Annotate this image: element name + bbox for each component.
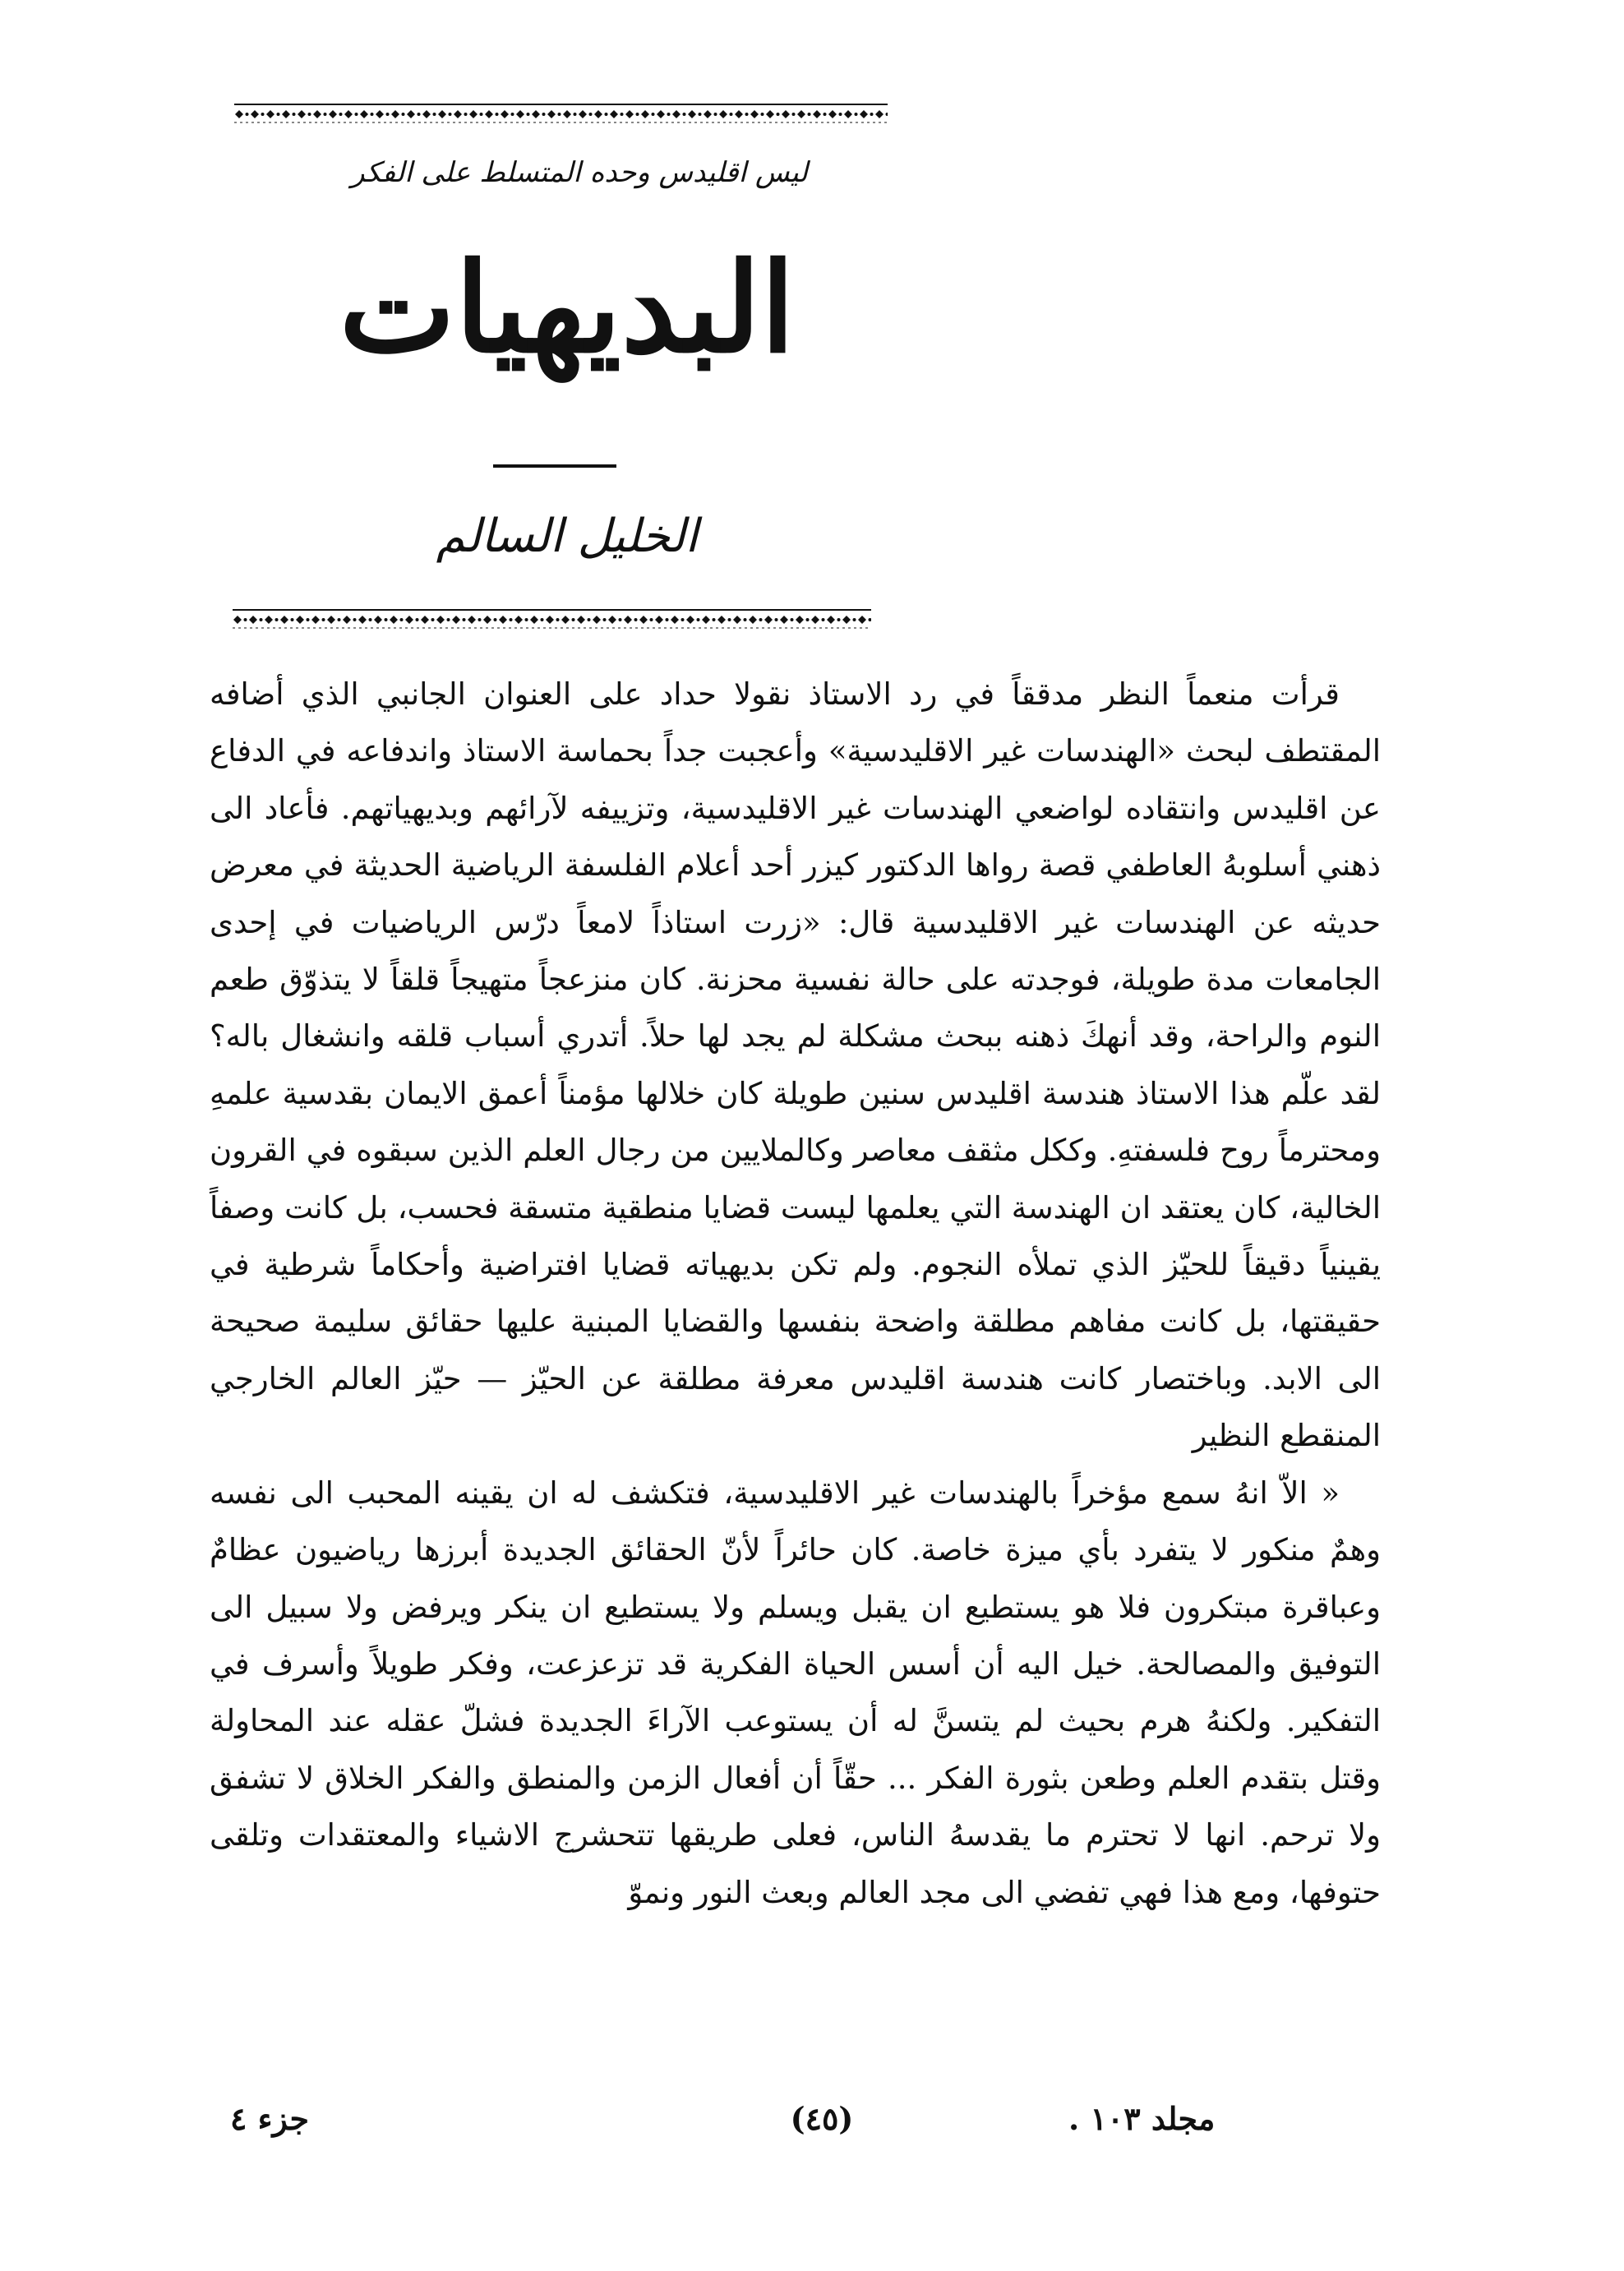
ornament-diamond bbox=[593, 616, 601, 624]
ornament-diamond bbox=[360, 110, 368, 118]
ornament-diamond bbox=[796, 616, 804, 624]
ornament-dot bbox=[681, 618, 685, 621]
ornament-diamond bbox=[468, 616, 476, 624]
ornament-diamond bbox=[438, 110, 446, 118]
top-ornament-border bbox=[234, 97, 888, 125]
ornament-diamond bbox=[265, 616, 273, 624]
ornament-dot bbox=[728, 618, 731, 621]
title-divider bbox=[493, 464, 616, 468]
ornament-dot bbox=[745, 113, 749, 116]
ornament-diamond bbox=[516, 110, 524, 118]
ornament-diamond bbox=[827, 616, 835, 624]
ornament-dot bbox=[619, 618, 622, 621]
ornament-dot bbox=[277, 113, 280, 116]
ornament-dot bbox=[371, 113, 374, 116]
ornament-diamond bbox=[311, 616, 320, 624]
ornament-dot bbox=[260, 618, 263, 621]
ornament-diamond bbox=[313, 110, 321, 118]
ornament-diamond bbox=[717, 616, 726, 624]
ornament-diamond bbox=[764, 616, 773, 624]
ornament-dot bbox=[556, 618, 560, 621]
ornament-diamond bbox=[766, 110, 774, 118]
bottom-ornament-border bbox=[233, 602, 871, 630]
ornament-dot bbox=[293, 113, 296, 116]
ornament-dot bbox=[449, 113, 452, 116]
ornament-dot bbox=[527, 113, 530, 116]
ornament-dot bbox=[275, 618, 279, 621]
ornament-diamond bbox=[749, 616, 757, 624]
ornament-diamond bbox=[844, 110, 852, 118]
ornament-dot bbox=[761, 113, 764, 116]
ornament-dot bbox=[353, 618, 357, 621]
article-title: البديهيات bbox=[339, 236, 796, 381]
ornament-diamond bbox=[358, 616, 367, 624]
ornament-dot bbox=[339, 113, 343, 116]
ornament-dot bbox=[792, 113, 796, 116]
ornament-diamond bbox=[266, 110, 275, 118]
ornament-diamond bbox=[454, 110, 462, 118]
ornament-dot bbox=[386, 113, 390, 116]
ornament-dot bbox=[478, 618, 482, 621]
ornament-dot bbox=[775, 618, 778, 621]
ornament-dot bbox=[730, 113, 733, 116]
ornament-dot bbox=[494, 618, 497, 621]
ornament-dot bbox=[777, 113, 780, 116]
ornament-diamond bbox=[282, 110, 290, 118]
ornament-diamond bbox=[407, 110, 415, 118]
ornament-dot bbox=[870, 113, 874, 116]
ornament-dot bbox=[650, 618, 653, 621]
ornament-diamond bbox=[688, 110, 696, 118]
ornament-dot bbox=[822, 618, 825, 621]
ornament-dot bbox=[855, 113, 858, 116]
ornament-dot bbox=[744, 618, 747, 621]
ornament-diamond bbox=[608, 616, 616, 624]
ornament-diamond bbox=[405, 616, 413, 624]
ornament-diamond bbox=[641, 110, 649, 118]
ornament-diamond bbox=[233, 616, 242, 624]
ornament-diamond bbox=[750, 110, 759, 118]
ornament-diamond bbox=[842, 616, 851, 624]
page-footer bbox=[0, 2100, 1624, 2149]
footer-page-number: (٤٥) bbox=[790, 2100, 854, 2137]
ornament-diamond bbox=[280, 616, 288, 624]
ornament-diamond bbox=[655, 616, 663, 624]
ornament-diamond bbox=[780, 616, 788, 624]
ornament-dot bbox=[244, 618, 247, 621]
paragraph: « الاّ انهُ سمع مؤخراً بالهندسات غير الاقليدسية، فتكشف له ان يقينه المحبب الى نفسه وهمٌ منكور لا يتفرد بأي ميزة خاصة. كان حائراً لأنّ الحقائق الجديدة أبرزها رياضيون عظامٌ وعباقرة مبتكرون فلا هو يستطيع ان يقبل ويسلم ولا يستطيع ان ينكر ويرفض ولا سبيل الى التوفيق والمصالحة. خيل اليه أن أسس الحياة الفكرية قد تزعزعت، وفكر طويلاً وأسرف في التفكير. ولكنهُ هرم بحيث لم يتسنَّ له أن يستوعب الآراءَ الجديدة فشلّ عقله عند المحاولة وقتل بتقدم العلم وطعن بثورة الفكر ... حقّاً أن أفعال الزمن والمنطق والفكر الخلاق لا تشفق ولا ترحم. انها لا تحترم ما يقدسهُ الناس، فعلى طريقها تتحشرج الاشياء والمعتقدات وتلقى حتوفها، ومع هذا فهي تفضي الى مجد العالم وبعث النور ونموّ bbox=[210, 1475, 1381, 1910]
ornament-dot bbox=[369, 618, 372, 621]
ornament-dot bbox=[418, 113, 421, 116]
ornament-dot bbox=[542, 113, 546, 116]
ornament-dot bbox=[588, 618, 591, 621]
ornament-dot bbox=[713, 618, 716, 621]
ornament-dot bbox=[666, 618, 669, 621]
ornament-dot bbox=[291, 618, 294, 621]
ornament-diamond bbox=[344, 110, 353, 118]
ornament-diamond bbox=[547, 110, 556, 118]
ornament-dot bbox=[261, 113, 265, 116]
ornament-dot bbox=[431, 618, 435, 621]
ornament-diamond bbox=[735, 110, 743, 118]
ornament-diamond bbox=[563, 110, 571, 118]
ornament-diamond bbox=[469, 110, 478, 118]
ornament-dot bbox=[824, 113, 827, 116]
ornament-dot bbox=[699, 113, 702, 116]
ornament-diamond bbox=[514, 616, 523, 624]
ornament-dot bbox=[308, 113, 311, 116]
ornament-diamond bbox=[811, 616, 819, 624]
ornament-dot bbox=[525, 618, 528, 621]
ornament-dot bbox=[683, 113, 686, 116]
ornament-diamond bbox=[625, 110, 634, 118]
ornament-diamond bbox=[421, 616, 429, 624]
ornament-dot bbox=[463, 618, 466, 621]
ornament-diamond bbox=[594, 110, 602, 118]
ornament-diamond bbox=[499, 616, 507, 624]
ornament-dot bbox=[869, 618, 872, 621]
ornament-diamond bbox=[376, 110, 384, 118]
ornament-dot bbox=[246, 113, 249, 116]
ornament-diamond bbox=[610, 110, 618, 118]
ornament-diamond bbox=[501, 110, 509, 118]
ornament-dot bbox=[603, 618, 607, 621]
ornament-diamond bbox=[639, 616, 648, 624]
ornament-diamond bbox=[860, 110, 868, 118]
ornament-diamond bbox=[782, 110, 790, 118]
ornament-diamond bbox=[671, 616, 679, 624]
ornament-dot bbox=[355, 113, 358, 116]
ornament-dot bbox=[808, 113, 811, 116]
ornament-dot bbox=[714, 113, 717, 116]
ornament-dot bbox=[839, 113, 842, 116]
ornament-dot bbox=[400, 618, 404, 621]
ornament-dot bbox=[324, 113, 327, 116]
ornament-diamond bbox=[704, 110, 712, 118]
ornament-diamond bbox=[235, 110, 243, 118]
ornament-diamond bbox=[858, 616, 866, 624]
footer-volume-number: مجلد ١٠٣ . bbox=[1068, 2100, 1216, 2137]
ornament-diamond bbox=[686, 616, 694, 624]
ornament-diamond bbox=[485, 110, 493, 118]
ornament-dot bbox=[480, 113, 483, 116]
article-body bbox=[210, 666, 1381, 2047]
ornament-diamond bbox=[296, 616, 304, 624]
ornament-diamond bbox=[828, 110, 837, 118]
ornament-dot bbox=[837, 618, 841, 621]
ornament-diamond bbox=[327, 616, 335, 624]
ornament-diamond bbox=[797, 110, 805, 118]
ornament-diamond bbox=[672, 110, 681, 118]
ornament-dot bbox=[621, 113, 624, 116]
ornament-dot bbox=[652, 113, 655, 116]
ornament-dot bbox=[338, 618, 341, 621]
ornament-dot bbox=[667, 113, 671, 116]
ornament-diamond bbox=[530, 616, 538, 624]
ornament-dot bbox=[853, 618, 856, 621]
ornament-diamond bbox=[391, 110, 399, 118]
author-name: الخليل السالم bbox=[436, 510, 699, 563]
paragraph: قرأت منعماً النظر مدققاً في رد الاستاذ نقولا حداد على العنوان الجانبي الذي أضافه المقتطف لبحث «الهندسات غير الاقليدسية» وأعجبت جداً بحماسة الاستاذ واندفاعه في الدفاع عن اقليدس وانتقاده لواضعي الهندسات غير الاقليدسية، وتزييفه لآرائهم وبديهياتهم. فأعاد الى ذهني أسلوبهُ العاطفي قصة رواها الدكتور كيزر أحد أعلام الفلسفة الرياضية الحديثة في معرض حديثه عن الهندسات غير الاقليدسية قال: «زرت استاذاً لامعاً درّس الرياضيات في إحدى الجامعات مدة طويلة، فوجدته على حالة نفسية محزنة. كان منزعجاً متهيجاً قلقاً لا يتذوّق طعم النوم والراحة، وقد أنهكَ ذهنه ببحث مشكلة لم يجد لها حلاً. أتدري أسباب قلقه وانشغال باله؟ لقد علّم هذا الاستاذ هندسة اقليدس سنين طويلة كان خلالها مؤمناً أعمق الايمان بقدسية علمهِ ومحترماً روح فلسفتهِ. وككل مثقف معاصر وكالملايين من رجال العلم الذين سبقوه في القرون الخالية، كان يعتقد ان الهندسة التي يعلمها ليست قضايا منطقية متسقة فحسب، بل كانت وصفاً يقينياً دقيقاً للحيّز الذي تملأه النجوم. ولم تكن بديهياته قضايا افتراضية وأحكاماً شرطية في حقيقتها، بل كانت مفاهم مطلقة واضحة بنفسها والقضايا المبنية عليها حقائق سليمة صحيحة الى الابد. وباختصار كانت هندسة اقليدس معرفة مطلقة عن الحيّز — حيّز العالم الخارجي المنقطع النظير bbox=[210, 676, 1382, 1454]
ornament-diamond bbox=[532, 110, 540, 118]
ornament-diamond bbox=[875, 110, 884, 118]
ornament-dot bbox=[589, 113, 593, 116]
ornament-dot bbox=[636, 113, 639, 116]
footer-part-number: جزء ٤ bbox=[230, 2100, 309, 2137]
ornament-dot bbox=[511, 113, 514, 116]
ornament-diamond bbox=[436, 616, 445, 624]
ornament-diamond bbox=[329, 110, 337, 118]
ornament-diamond bbox=[579, 110, 587, 118]
ornament-dot bbox=[447, 618, 450, 621]
ornament-diamond bbox=[249, 616, 257, 624]
ornament-diamond bbox=[452, 616, 460, 624]
ornament-diamond bbox=[422, 110, 431, 118]
ornament-diamond bbox=[624, 616, 632, 624]
ornament-diamond bbox=[251, 110, 259, 118]
ornament-diamond bbox=[561, 616, 570, 624]
ornament-dot bbox=[402, 113, 405, 116]
ornament-diamond bbox=[813, 110, 821, 118]
ornament-dot bbox=[307, 618, 310, 621]
ornament-diamond bbox=[390, 616, 398, 624]
ornament-dot bbox=[634, 618, 638, 621]
ornament-diamond bbox=[577, 616, 585, 624]
ornament-diamond bbox=[298, 110, 306, 118]
ornament-diamond bbox=[657, 110, 665, 118]
ornament-diamond bbox=[546, 616, 554, 624]
kicker-line: ليس اقليدس وحده المتسلط على الفكر bbox=[351, 156, 808, 189]
ornament-dot bbox=[464, 113, 468, 116]
ornament-dot bbox=[791, 618, 794, 621]
ornament-dot bbox=[759, 618, 763, 621]
ornament-dot bbox=[558, 113, 561, 116]
ornament-dot bbox=[806, 618, 810, 621]
ornament-diamond bbox=[483, 616, 491, 624]
ornament-dot bbox=[385, 618, 388, 621]
ornament-dot bbox=[416, 618, 419, 621]
ornament-dot bbox=[496, 113, 499, 116]
ornament-diamond bbox=[343, 616, 351, 624]
ornament-dot bbox=[510, 618, 513, 621]
ornament-diamond bbox=[374, 616, 382, 624]
ornament-diamond bbox=[719, 110, 727, 118]
ornament-dot bbox=[574, 113, 577, 116]
ornament-dot bbox=[605, 113, 608, 116]
ornament-dot bbox=[886, 113, 888, 116]
ornament-dot bbox=[541, 618, 544, 621]
ornament-diamond bbox=[702, 616, 710, 624]
ornament-diamond bbox=[733, 616, 741, 624]
ornament-dot bbox=[572, 618, 575, 621]
ornament-dot bbox=[322, 618, 325, 621]
ornament-dot bbox=[433, 113, 436, 116]
ornament-dot bbox=[697, 618, 700, 621]
